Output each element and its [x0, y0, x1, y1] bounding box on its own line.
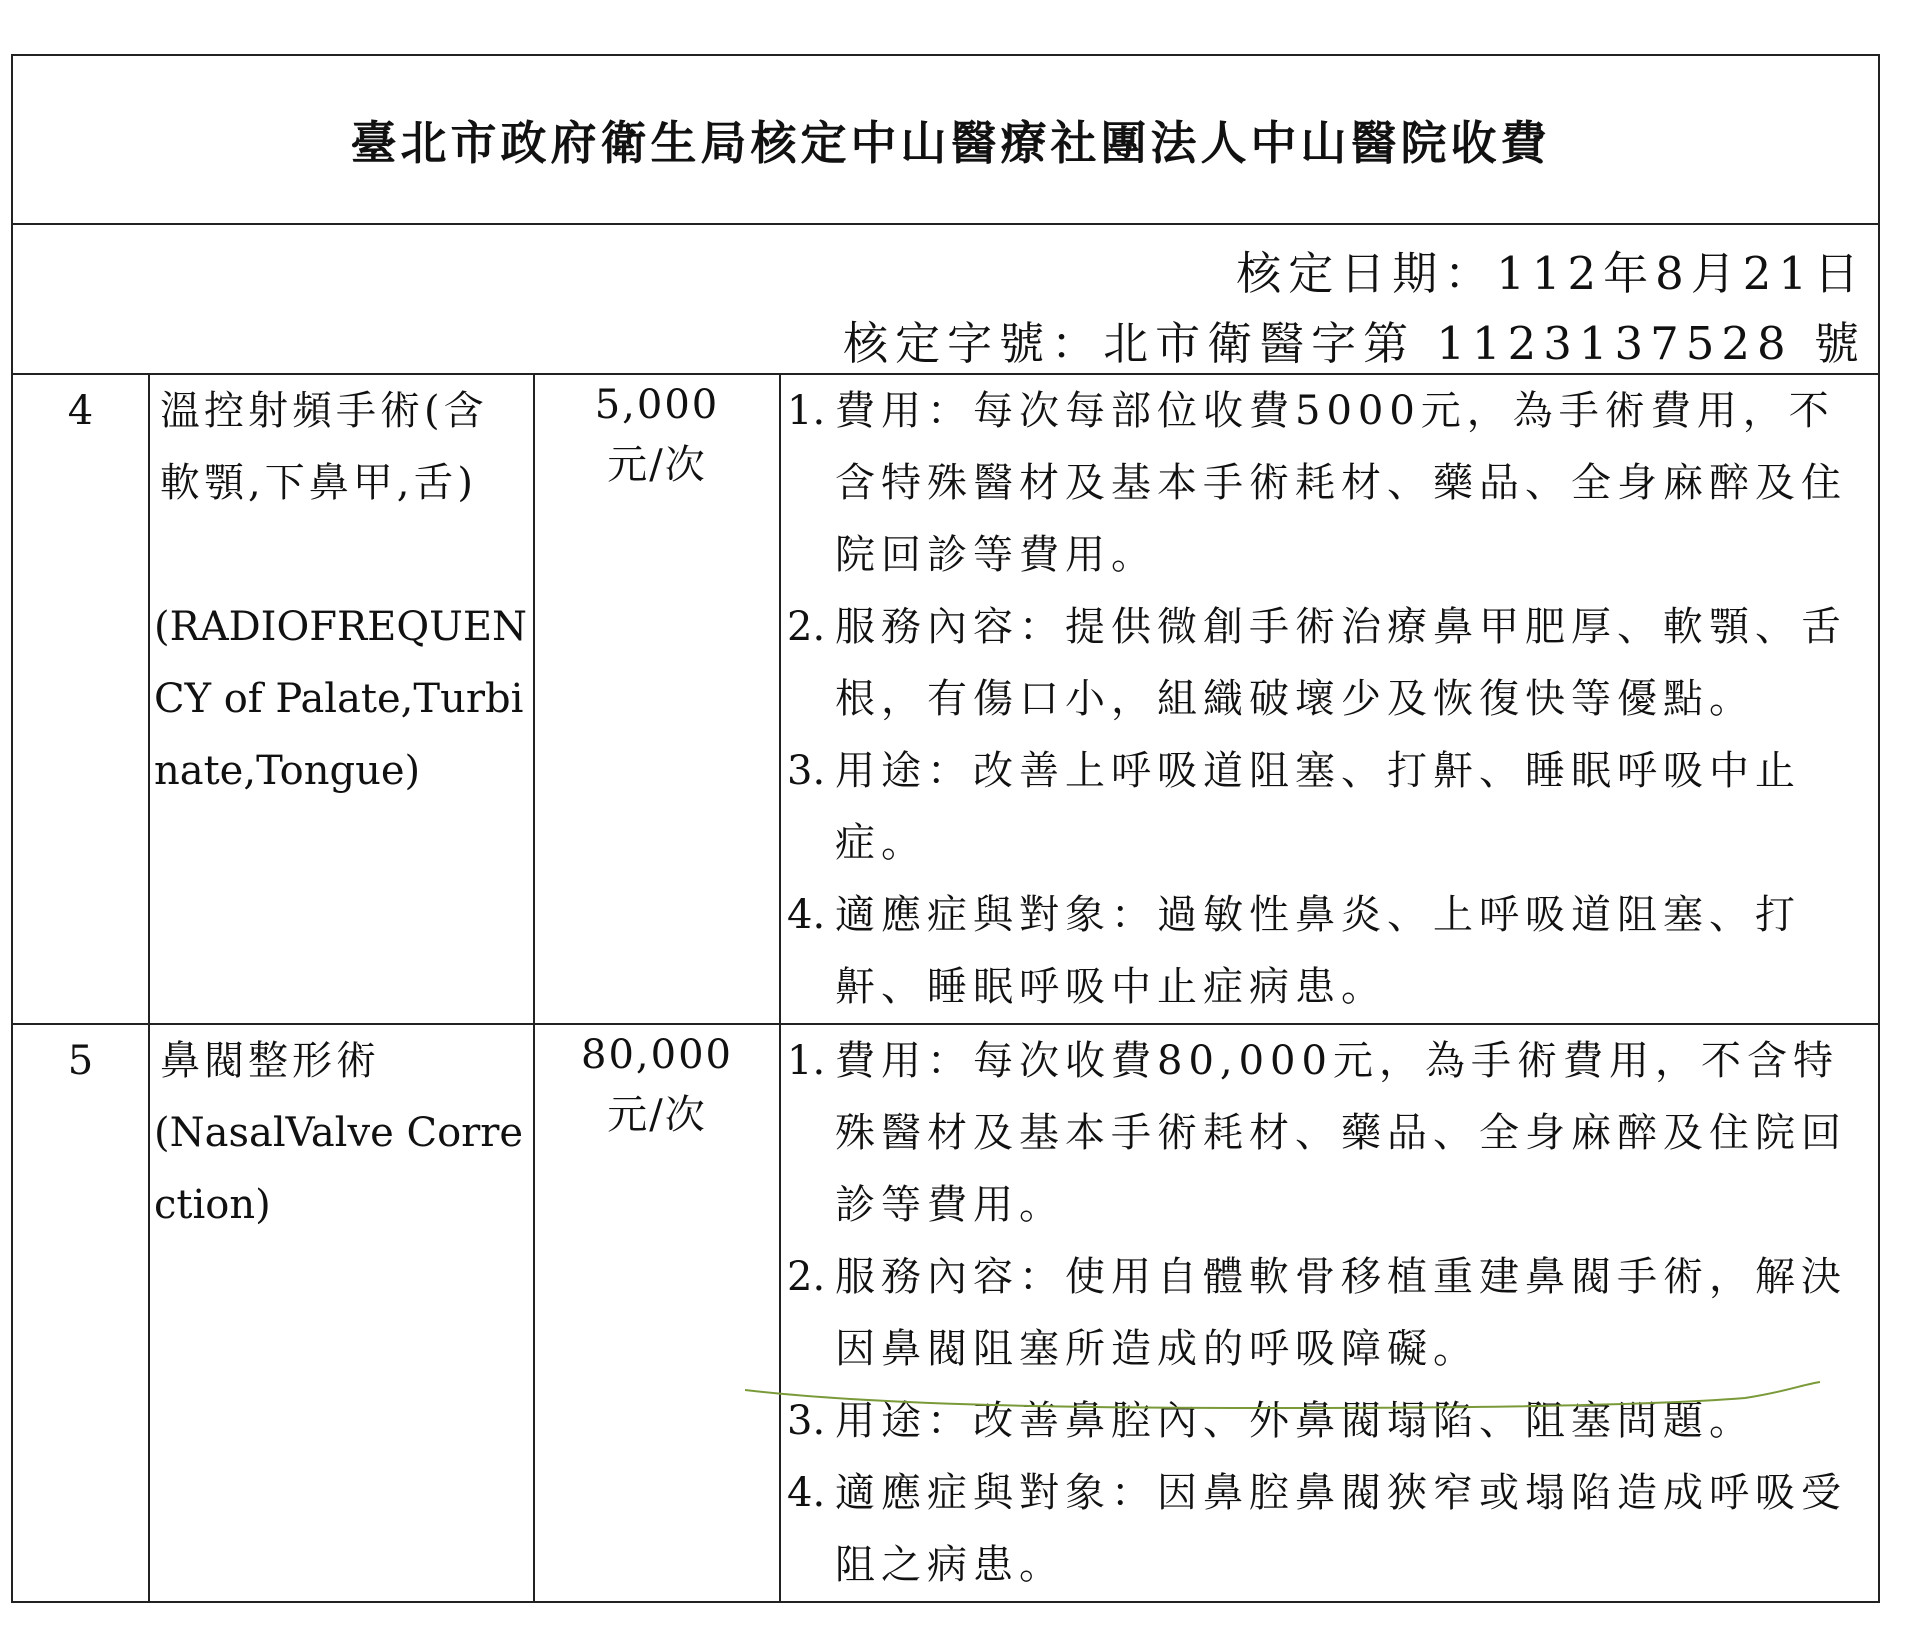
list-item-number: 4.	[787, 1470, 826, 1516]
list-item-text: 服務內容：提供微創手術治療鼻甲肥厚、軟顎、舌根，有傷口小，組織破壞少及恢復快等優點。	[835, 604, 1847, 722]
item-price-cell	[534, 1024, 780, 1601]
item-name-en: (NasalValve Correction)	[154, 1110, 524, 1228]
item-name-zh: 溫控射頻手術(含軟顎,下鼻甲,舌)	[160, 388, 488, 506]
list-item-number: 2.	[787, 604, 826, 650]
list-item-number: 3.	[787, 748, 826, 794]
approval-info	[13, 225, 1878, 375]
item-description-cell	[780, 1024, 1878, 1601]
approval-date: 核定日期：112年8月21日	[1236, 247, 1866, 300]
fee-table	[13, 375, 1878, 1601]
list-item	[787, 591, 1864, 735]
table-row	[13, 1024, 1878, 1601]
list-item-text: 費用：每次收費80,000元，為手術費用，不含特殊醫材及基本手術耗材、藥品、全身麻醉及住院回診等費用。	[835, 1038, 1847, 1228]
list-item	[787, 879, 1864, 1023]
item-number: 5	[13, 1024, 149, 1601]
list-item-text: 服務內容：使用自體軟骨移植重建鼻閥手術，解決因鼻閥阻塞所造成的呼吸障礙。	[835, 1254, 1847, 1372]
table-row	[13, 375, 1878, 1024]
list-item	[787, 1385, 1864, 1457]
list-item-number: 3.	[787, 1398, 826, 1444]
list-item	[787, 1241, 1864, 1385]
list-item	[787, 735, 1864, 879]
item-name-en: (RADIOFREQUENCY of Palate,Turbinate,Tongue)	[154, 604, 528, 794]
list-item-number: 4.	[787, 892, 826, 938]
list-item-text: 用途：改善鼻腔內、外鼻閥塌陷、阻塞問題。	[835, 1398, 1755, 1444]
list-item	[787, 375, 1864, 591]
list-item-number: 1.	[787, 1038, 826, 1084]
item-price-unit: 元/次	[607, 442, 707, 488]
list-item-number: 2.	[787, 1254, 826, 1300]
item-price-amount: 5,000	[594, 382, 720, 428]
item-price-unit: 元/次	[607, 1092, 707, 1138]
title-row	[13, 56, 1878, 225]
list-item-text: 適應症與對象：過敏性鼻炎、上呼吸道阻塞、打鼾、睡眠呼吸中止症病患。	[835, 892, 1801, 1010]
item-name-zh: 鼻閥整形術	[160, 1038, 380, 1084]
list-item-text: 適應症與對象：因鼻腔鼻閥狹窄或塌陷造成呼吸受阻之病患。	[835, 1470, 1847, 1588]
item-description-cell	[780, 375, 1878, 1024]
list-item	[787, 1457, 1864, 1601]
list-item-text: 用途：改善上呼吸道阻塞、打鼾、睡眠呼吸中止症。	[835, 748, 1801, 866]
document-title: 臺北市政府衛生局核定中山醫療社團法人中山醫院收費	[350, 115, 1551, 170]
item-name-cell	[149, 375, 534, 1024]
list-item-text: 費用：每次每部位收費5000元，為手術費用，不含特殊醫材及基本手術耗材、藥品、全身麻醉及住院回診等費用。	[835, 388, 1847, 578]
item-number: 4	[13, 375, 149, 1024]
list-item	[787, 1025, 1864, 1241]
item-price-cell	[534, 375, 780, 1024]
list-item-number: 1.	[787, 388, 826, 434]
approval-reference: 核定字號：北市衛醫字第 1123137528 號	[843, 317, 1866, 370]
item-price-amount: 80,000	[581, 1032, 733, 1078]
fee-document	[11, 54, 1880, 1603]
item-name-cell	[149, 1024, 534, 1601]
